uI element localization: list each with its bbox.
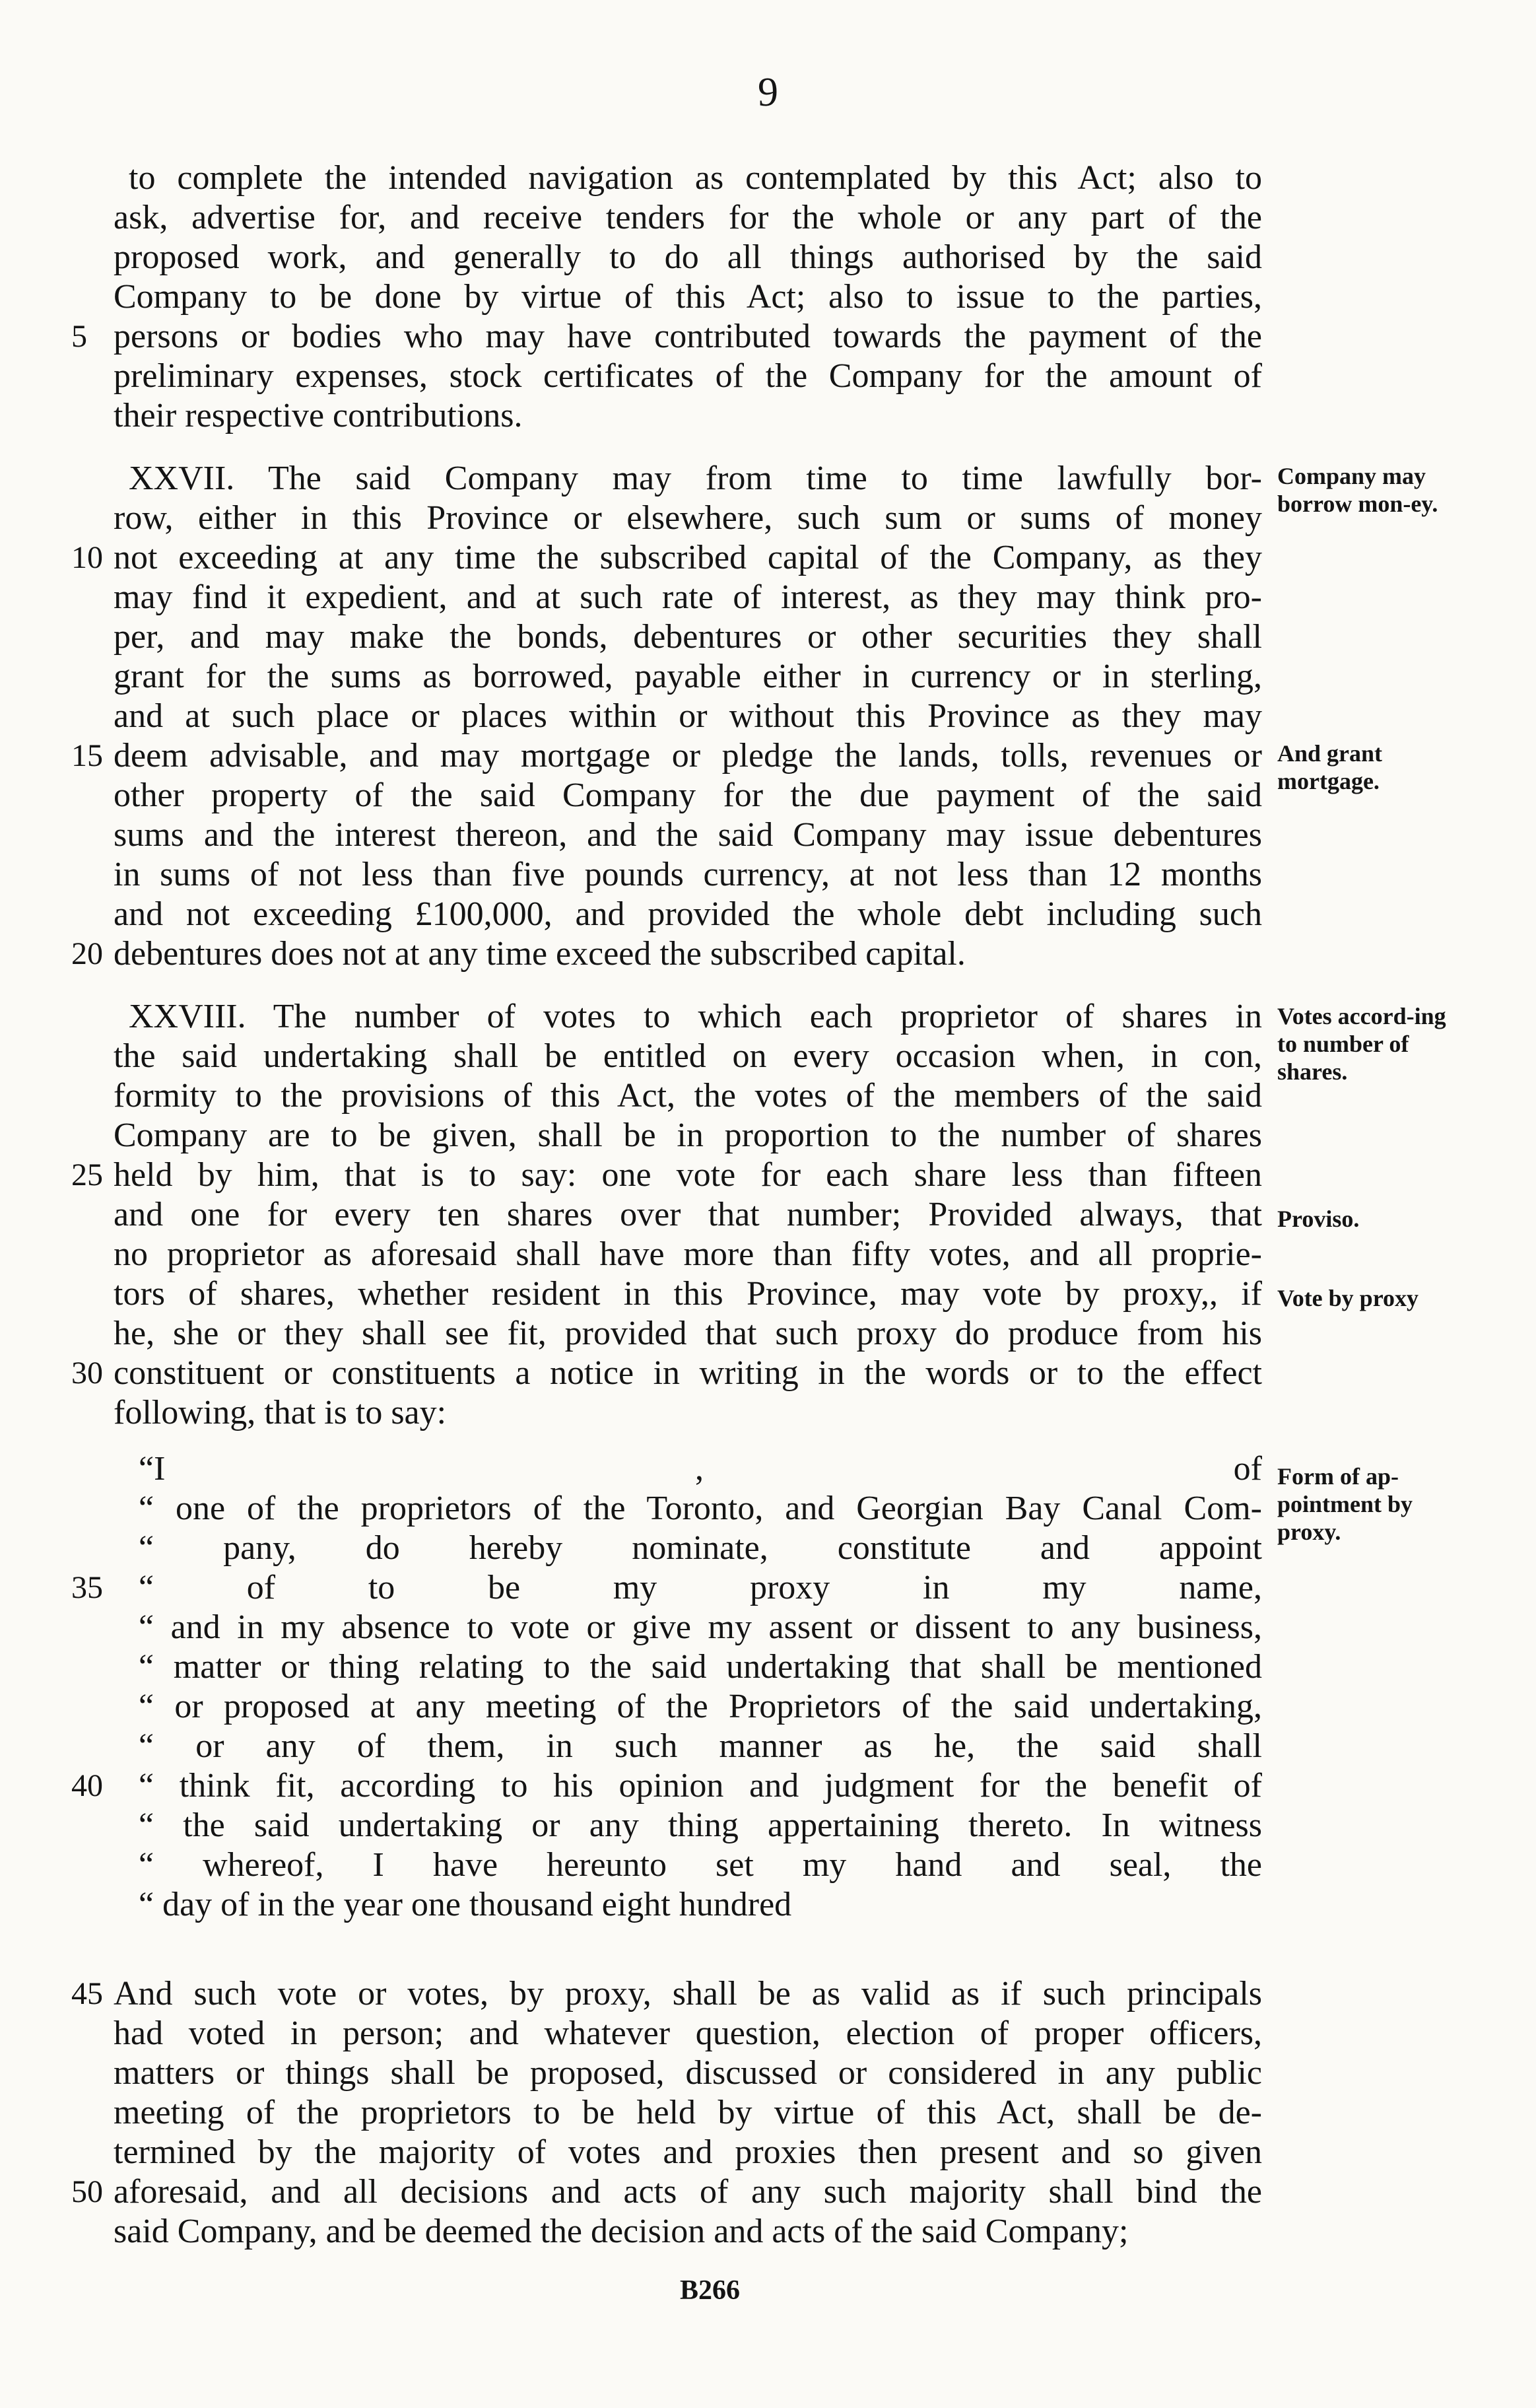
form-line: “I , of: [139, 1450, 1262, 1488]
paragraph-line: and one for every ten shares over that number; Provided always, that: [114, 1196, 1262, 1233]
closing-line: had voted in person; and whatever question, election of proper officers,: [114, 2014, 1262, 2052]
form-line: “ of to be my proxy in my name,: [139, 1569, 1262, 1606]
paragraph-line: debentures does not at any time exceed the subscribed capital.: [114, 935, 966, 973]
closing-line: And such vote or votes, by proxy, shall be as valid as if such principals: [114, 1975, 1262, 2012]
form-line: “ or proposed at any meeting of the Proprietors of the said undertaking,: [139, 1688, 1262, 1725]
margin-note: Votes accord-ing to number of shares.: [1277, 1003, 1446, 1085]
paragraph-line: may find it expedient, and at such rate of interest, as they may think pro-: [114, 578, 1262, 616]
paragraph-line: ask, advertise for, and receive tenders for the whole or any part of the: [114, 199, 1262, 236]
paragraph-line: per, and may make the bonds, debentures or other securities they shall: [114, 618, 1262, 656]
line-number: 20: [71, 936, 103, 971]
paragraph-line: not exceeding at any time the subscribed capital of the Company, as they: [114, 539, 1262, 576]
paragraph-line: the said undertaking shall be entitled on every occasion when, in con,: [114, 1037, 1262, 1075]
paragraph-line: other property of the said Company for the due payment of the said: [114, 776, 1262, 814]
paragraph-line: XXVIII. The number of votes to which each proprietor of shares in: [129, 998, 1262, 1035]
signature-mark: B266: [680, 2275, 741, 2306]
form-line: “ or any of them, in such manner as he, the said shall: [139, 1727, 1262, 1765]
form-line: “ matter or thing relating to the said undertaking that shall be mentioned: [139, 1648, 1262, 1686]
margin-note: Proviso.: [1277, 1206, 1360, 1232]
paragraph-line: grant for the sums as borrowed, payable either in currency or in sterling,: [114, 658, 1262, 695]
paragraph-line: and not exceeding £100,000, and provided the whole debt including such: [114, 895, 1262, 933]
margin-note: Company may borrow mon-ey.: [1277, 463, 1438, 517]
paragraph-line: XXVII. The said Company may from time to time lawfully bor-: [129, 460, 1262, 497]
line-number: 5: [71, 319, 87, 354]
margin-note: Vote by proxy: [1277, 1285, 1419, 1311]
line-number: 35: [71, 1570, 103, 1605]
page-number: 9: [758, 70, 778, 115]
closing-line: meeting of the proprietors to be held by virtue of this Act, shall be de-: [114, 2094, 1262, 2131]
paragraph-line: deem advisable, and may mortgage or pledge the lands, tolls, revenues or: [114, 737, 1262, 774]
line-number: 40: [71, 1768, 103, 1803]
margin-note: Form of ap-pointment by proxy.: [1277, 1463, 1413, 1545]
form-line: “ whereof, I have hereunto set my hand and seal, the: [139, 1846, 1262, 1884]
paragraph-line: Company are to be given, shall be in proportion to the number of shares: [114, 1117, 1262, 1154]
line-number: 30: [71, 1356, 103, 1391]
form-line: “ think fit, according to his opinion and judgment for the benefit of: [139, 1767, 1262, 1805]
line-number: 15: [71, 738, 103, 773]
paragraph-line: no proprietor as aforesaid shall have more than fifty votes, and all proprie-: [114, 1235, 1262, 1273]
closing-line: aforesaid, and all decisions and acts of any such majority shall bind the: [114, 2173, 1262, 2211]
paragraph-line: following, that is to say:: [114, 1394, 447, 1431]
paragraph-line: row, either in this Province or elsewhere, such sum or sums of money: [114, 499, 1262, 537]
paragraph-line: Company to be done by virtue of this Act; also to issue to the parties,: [114, 278, 1262, 316]
paragraph-line: persons or bodies who may have contributed towards the payment of the: [114, 318, 1262, 355]
paragraph-line: preliminary expenses, stock certificates of the Company for the amount of: [114, 357, 1262, 395]
line-number: 50: [71, 2174, 103, 2209]
line-number: 25: [71, 1157, 103, 1192]
paragraph-line: tors of shares, whether resident in this Province, may vote by proxy,, if: [114, 1275, 1262, 1313]
paragraph-line: proposed work, and generally to do all things authorised by the said: [114, 238, 1262, 276]
margin-note: And grant mortgage.: [1277, 740, 1383, 794]
form-line: “ day of in the year one thousand eight hundred: [139, 1886, 792, 1923]
closing-line: termined by the majority of votes and proxies then present and so given: [114, 2133, 1262, 2171]
paragraph-line: held by him, that is to say: one vote for each share less than fifteen: [114, 1156, 1262, 1194]
form-line: “ and in my absence to vote or give my assent or dissent to any business,: [139, 1608, 1262, 1646]
paragraph-line: and at such place or places within or without this Province as they may: [114, 697, 1262, 735]
line-number: 10: [71, 540, 103, 575]
paragraph-line: to complete the intended navigation as contemplated by this Act; also to: [129, 159, 1262, 197]
paragraph-line: he, she or they shall see fit, provided that such proxy do produce from his: [114, 1315, 1262, 1352]
paragraph-line: sums and the interest thereon, and the said Company may issue debentures: [114, 816, 1262, 854]
form-line: “ the said undertaking or any thing appertaining thereto. In witness: [139, 1806, 1262, 1844]
paragraph-line: in sums of not less than five pounds currency, at not less than 12 months: [114, 856, 1262, 893]
paragraph-line: constituent or constituents a notice in writing in the words or to the effect: [114, 1354, 1262, 1392]
paragraph-line: formity to the provisions of this Act, the votes of the members of the said: [114, 1077, 1262, 1115]
line-number: 45: [71, 1976, 103, 2011]
closing-line: matters or things shall be proposed, discussed or considered in any public: [114, 2054, 1262, 2092]
form-line: “ one of the proprietors of the Toronto, and Georgian Bay Canal Com-: [139, 1490, 1262, 1527]
paragraph-line: their respective contributions.: [114, 397, 523, 434]
closing-line: said Company, and be deemed the decision and acts of the said Company;: [114, 2213, 1129, 2250]
form-line: “ pany, do hereby nominate, constitute and appoint: [139, 1529, 1262, 1567]
